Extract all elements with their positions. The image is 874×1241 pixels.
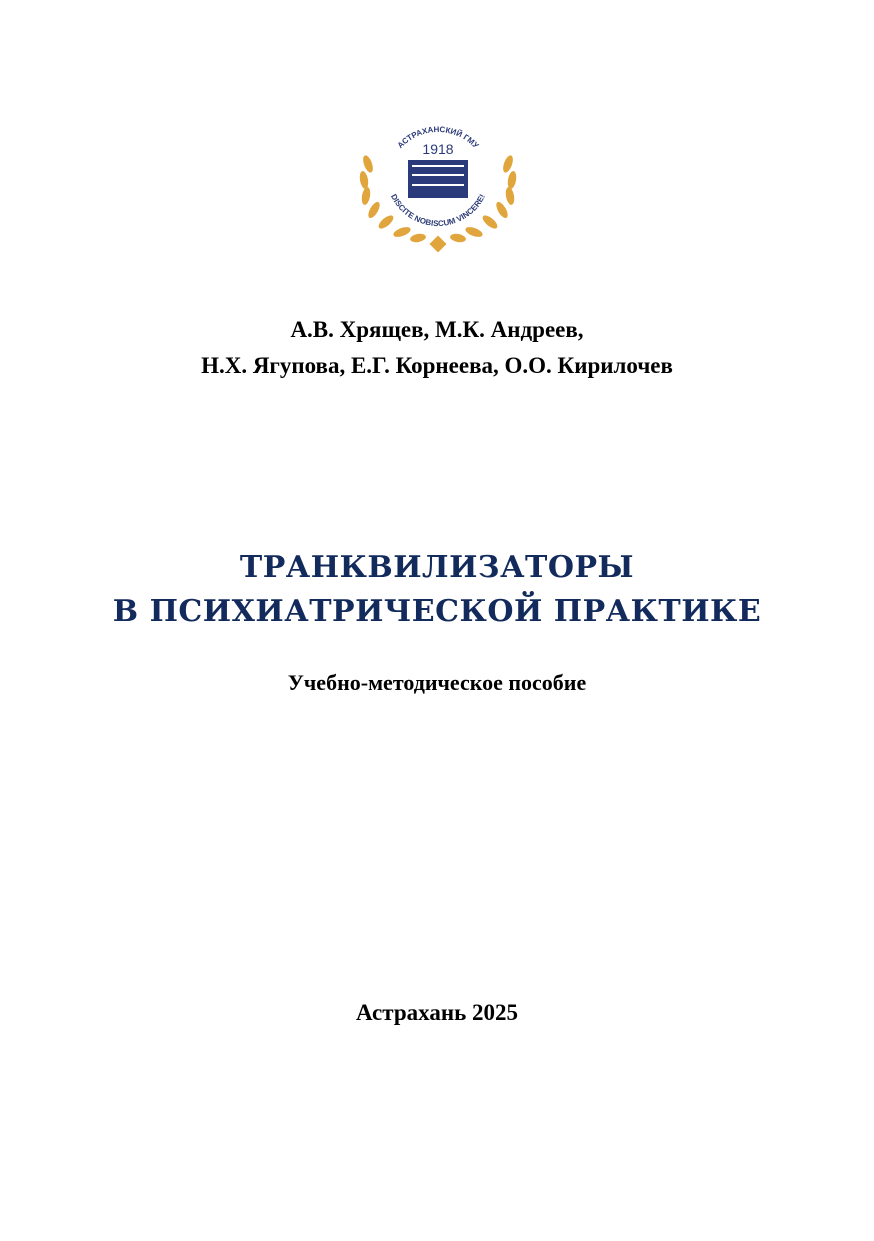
logo-year: 1918 [422, 141, 454, 157]
city-year: Астрахань 2025 [356, 1000, 518, 1025]
authors [0, 312, 874, 384]
title-line-2: В ПСИХИАТРИЧЕСКОЙ ПРАКТИКЕ [112, 594, 762, 629]
authors-line-1: А.В. Хрящев, М.К. Андреев, [290, 317, 584, 342]
book-subtitle: Учебно-методическое пособие [287, 670, 587, 695]
university-logo [350, 104, 526, 252]
book-title [0, 546, 874, 634]
svg-text:DISCITE NOBISCUM VINCERE!: DISCITE NOBISCUM VINCERE! [388, 192, 487, 229]
title-line-1: ТРАНКВИЛИЗАТОРЫ [239, 550, 635, 585]
authors-line-2: Н.Х. Ягупова, Е.Г. Корнеева, О.О. Кирилочев [201, 353, 673, 378]
svg-text:АСТРАХАНСКИЙ ГМУ: АСТРАХАНСКИЙ ГМУ [395, 124, 481, 151]
